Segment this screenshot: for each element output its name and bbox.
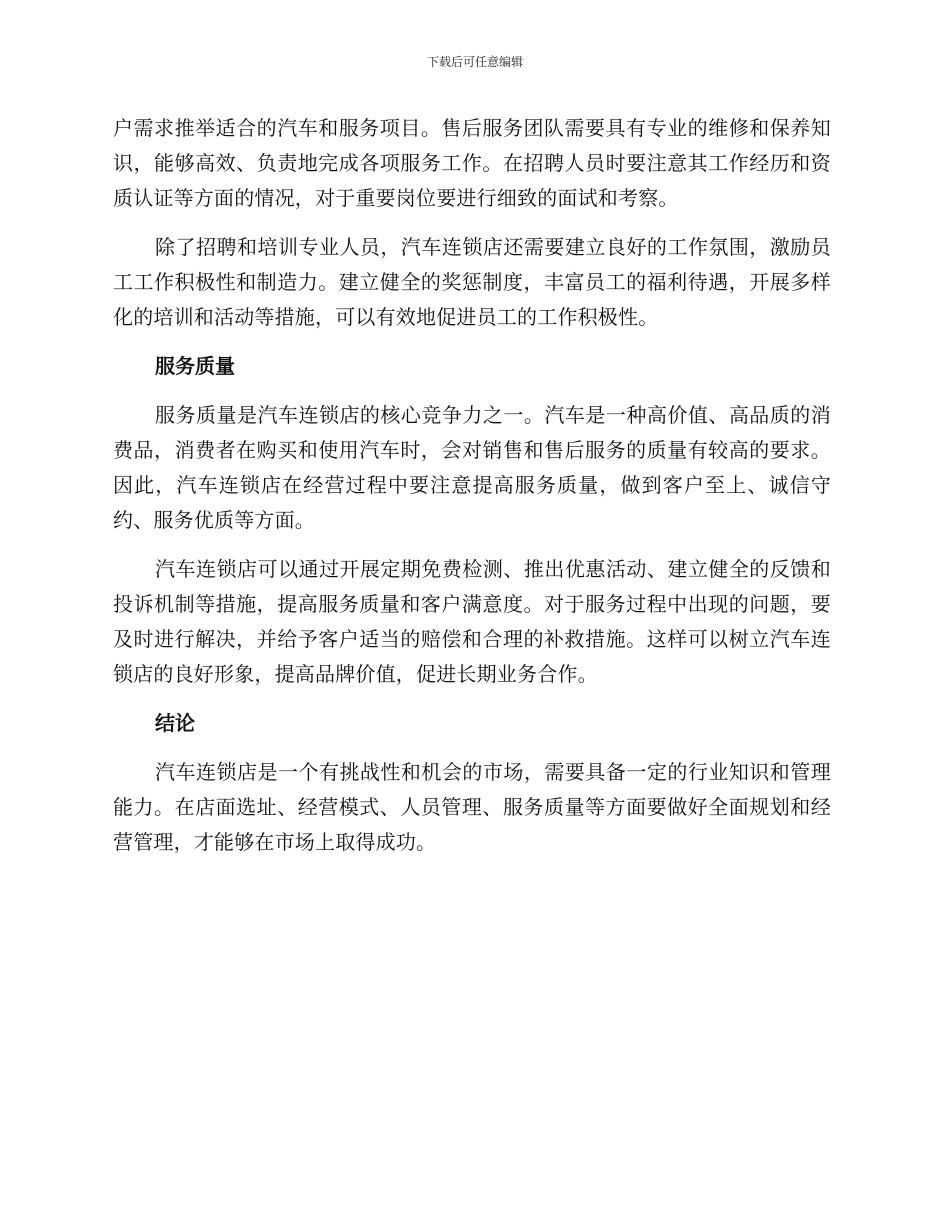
section-heading-conclusion: 结论 — [155, 711, 195, 735]
paragraph-service-measures: 汽车连锁店可以通过开展定期免费检测、推出优惠活动、建立健全的反馈和投诉机制等措施，提高服务质量和客户满意度。对于服务过程中出现的问题，要及时进行解决，并给予客户适当的赔偿和合理的补救措施。这样可以树立汽车连锁店的良好形象，提高品牌价值，促进长期业务合作。 — [113, 557, 831, 686]
page-header: 下载后可任意编辑 — [426, 55, 523, 69]
paragraph-gap — [113, 741, 831, 755]
paragraph-gap — [113, 384, 831, 398]
paragraph-gap — [113, 692, 831, 706]
paragraph-continued: 户需求推举适合的汽车和服务项目。售后服务团队需要具有专业的维修和保养知识，能够高效、负责地完成各项服务工作。在招聘人员时要注意其工作经历和资质认证等方面的情况，对于重要岗位要进行细致的面试和考察。 — [113, 116, 831, 210]
paragraph-conclusion: 汽车连锁店是一个有挑战性和机会的市场，需要具备一定的行业知识和管理能力。在店面选址、经营模式、人员管理、服务质量等方面要做好全面规划和经营管理，才能够在市场上取得成功。 — [113, 760, 831, 854]
section-heading-service-quality: 服务质量 — [155, 354, 235, 378]
document-body — [113, 111, 831, 860]
paragraph-gap — [113, 216, 831, 230]
paragraph-staff-motivation: 除了招聘和培训专业人员，汽车连锁店还需要建立良好的工作氛围，激励员工工作积极性和制造力。建立健全的奖惩制度，丰富员工的福利待遇，开展多样化的培训和活动等措施，可以有效地促进员工的工作积极性。 — [113, 235, 831, 329]
paragraph-gap — [113, 538, 831, 552]
paragraph-gap — [113, 335, 831, 349]
paragraph-service-quality: 服务质量是汽车连锁店的核心竞争力之一。汽车是一种高价值、高品质的消费品，消费者在购买和使用汽车时，会对销售和售后服务的质量有较高的要求。因此，汽车连锁店在经营过程中要注意提高服务质量，做到客户至上、诚信守约、服务优质等方面。 — [113, 403, 831, 532]
